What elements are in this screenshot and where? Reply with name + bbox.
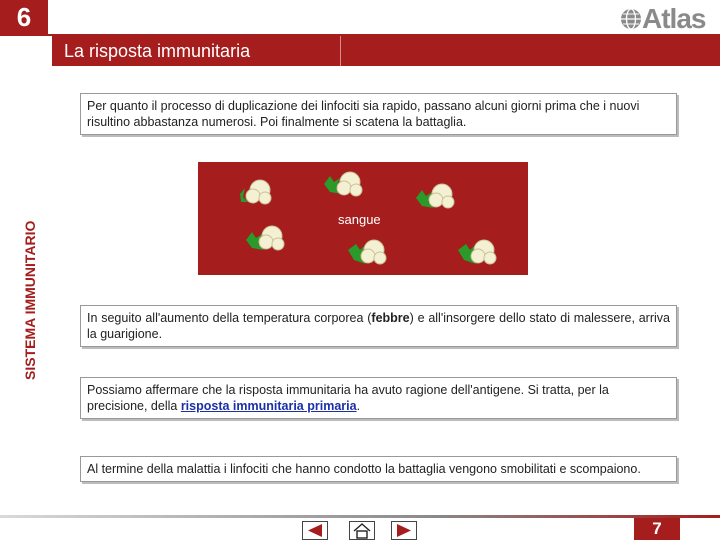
triangle-right-icon (391, 521, 417, 540)
publisher-logo (620, 4, 705, 34)
triangle-left-icon (302, 521, 328, 540)
blood-illustration (198, 162, 528, 275)
intro-text: Per quanto il processo di duplicazione dei linfociti sia rapido, passano alcuni giorni prima che i nuovi risultino abbastanza numerosi. Poi finalmente si scatena la battaglia. (80, 93, 677, 135)
lymphocyte-icon (322, 168, 366, 202)
home-button[interactable] (349, 521, 375, 540)
title-bar (52, 36, 720, 66)
page-number: 7 (634, 518, 680, 540)
page-title: La risposta immunitaria (64, 41, 251, 61)
footer-rule (0, 515, 720, 518)
lymphocyte-icon (346, 236, 390, 270)
prev-button[interactable] (302, 521, 328, 540)
section-label: SISTEMA IMMUNITARIO (22, 220, 38, 380)
chapter-number: 6 (0, 0, 48, 34)
lymphocyte-icon (414, 180, 458, 214)
ending-text: Al termine della malattia i linfociti che hanno condotto la battaglia vengono smobilitati e scompaiono. (80, 456, 677, 482)
primary-response-text: Possiamo affermare che la risposta immunitaria ha avuto ragione dell'antigene. Si tratta, per la precisione, della risposta immunitaria primaria. (80, 377, 677, 419)
lymphocyte-icon (236, 176, 276, 210)
fever-text: In seguito all'aumento della temperatura corporea (febbre) e all'insorgere dello stato di malessere, arriva la guarigione. (80, 305, 677, 347)
lymphocyte-icon (244, 222, 288, 256)
title-divider (340, 36, 341, 66)
primary-response-link[interactable]: risposta immunitaria primaria (180, 399, 357, 413)
next-button[interactable] (391, 521, 417, 540)
blood-label: sangue (338, 212, 381, 227)
logo-text: Atlas (642, 3, 706, 34)
lymphocyte-icon (456, 236, 500, 270)
fever-term: febbre (371, 311, 410, 325)
globe-icon (620, 8, 642, 30)
home-icon (349, 521, 375, 540)
